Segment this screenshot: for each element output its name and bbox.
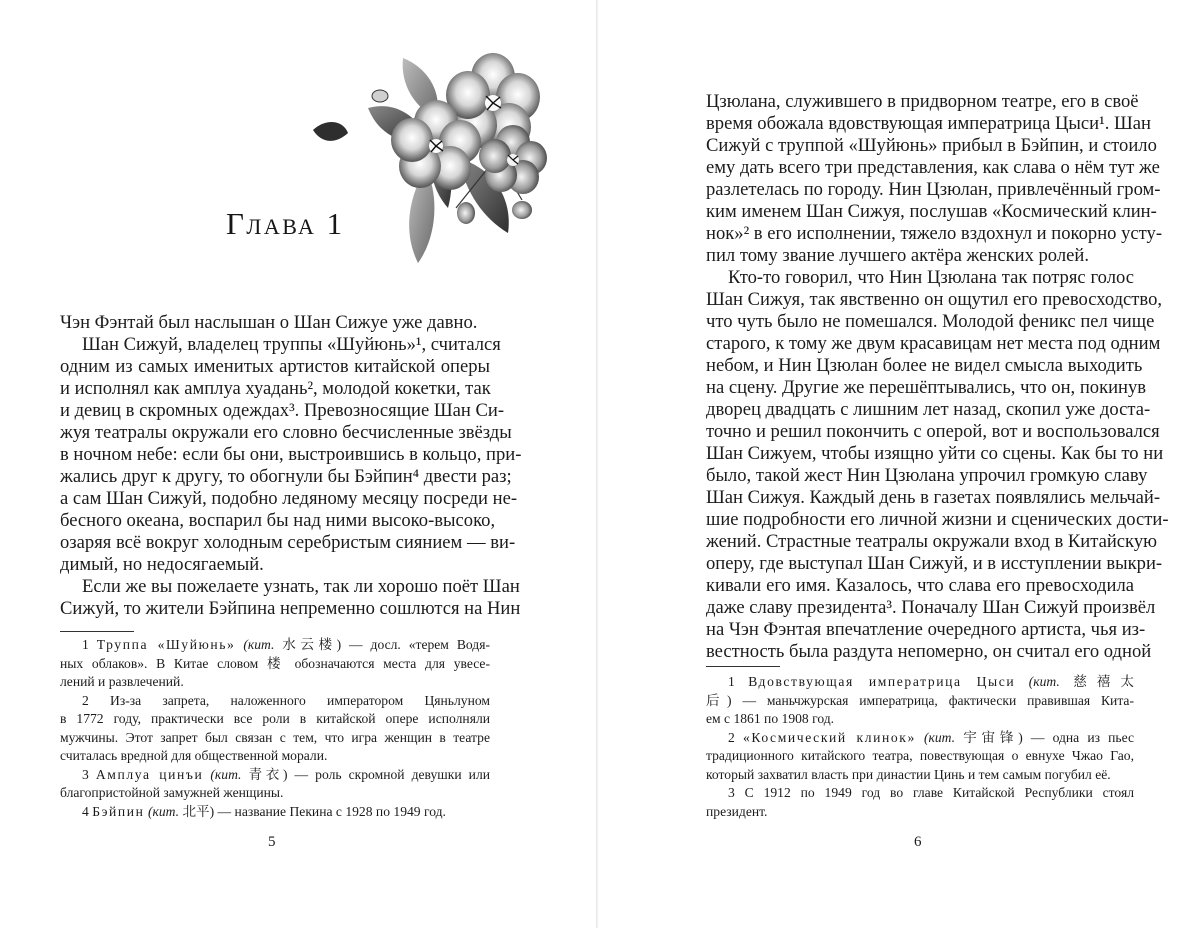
footnote-text: который захватил власть при династии Цинь и тем самым погубил её. (706, 766, 1111, 782)
footnote (706, 673, 1134, 729)
footnote-abbr: (кит. (1028, 674, 1060, 689)
footnote-text: ) — название Пекина с 1928 по 1949 год. (209, 803, 446, 819)
text-line: Сижуй с труппой «Шуйюнь» прибыл в Бэйпин, и стоило (706, 135, 1157, 156)
footnote-hanzi: 慈禧太 (1073, 674, 1134, 689)
footnote-hanzi: 水云楼 (282, 637, 337, 652)
text-line: точно и решил покончить с оперой, вот и воспользовался (706, 421, 1160, 442)
footnote-text: в 1772 году, практически все роли в китайской опере исполняли (60, 711, 490, 726)
footnote-marker: 1 (728, 674, 735, 689)
footnote-marker: 4 (82, 803, 89, 819)
footnote (706, 784, 1134, 821)
footnote-text: считалась вредной для общественной морали. (60, 748, 328, 763)
footnote-text: Из-за запрета, наложенного императором Цяньлуном (110, 692, 490, 708)
footnote-marker: 3 (728, 785, 735, 800)
text-line: ким именем Шан Сижуя, послушав «Космический клин- (706, 201, 1157, 222)
text-line: Шан Сижуя. Каждый день в газетах появлялись мельчай- (706, 487, 1161, 508)
text-line: время обожала вдовствующая императрица Цыси¹. Шан (706, 113, 1151, 134)
page-number: 6 (914, 834, 922, 850)
footnote-text: лений и развлечений. (60, 674, 184, 689)
footnote-abbr: (кит. (923, 729, 956, 745)
footnote-term: Труппа «Шуйюнь» (96, 637, 236, 652)
footnote-text: ных облаков». В Китае словом 楼 обозначаются места для увесе- (60, 655, 490, 671)
text-line: небом, и Нин Цзюлан более не видел смысла выходить (706, 355, 1143, 376)
footnote-text: ем с 1861 по 1908 год. (706, 711, 835, 726)
footnote-marker: 3 (82, 766, 89, 782)
footnote (706, 729, 1134, 785)
text-line: озаряя всё вокруг холодным серебристым сиянием — ви- (60, 532, 516, 553)
text-line: Шан Сижуя, так явственно он ощутил его превосходство, (706, 289, 1163, 310)
page-number: 5 (268, 834, 276, 850)
footnote-hanzi: 青衣 (248, 766, 283, 782)
right-body-text (706, 91, 1169, 663)
footnote-text: ) — досл. «терем Водя- (336, 637, 490, 652)
text-line: нок»² в его исполнении, тяжело вздохнул и покорно усту- (706, 223, 1163, 244)
footnote-text: ) — одна из пьес (1018, 729, 1134, 745)
text-line: дворец двадцать с лишним лет назад, скопил уже доста- (706, 399, 1151, 420)
footnote-term: «Космический клинок» (742, 729, 916, 745)
footnote-hanzi: 宇宙锋 (963, 729, 1019, 745)
footnote-marker: 2 (728, 729, 735, 745)
right-footnotes (706, 673, 1134, 821)
text-line: жуя театралы окружали его словно бесчисленные звёзды (60, 422, 512, 443)
text-line: а сам Шан Сижуй, подобно ледяному месяцу посреди не- (60, 488, 518, 509)
text-line: на сцену. Другие же перешёптывались, что он, покинув (706, 377, 1147, 398)
footnote-term: Амплуа цинъи (95, 766, 204, 782)
paragraph (706, 267, 1169, 663)
text-line: одним из самых именитых артистов китайской оперы (60, 356, 490, 377)
text-line: Кто-то говорил, что Нин Цзюлана так потряс голос (728, 267, 1134, 288)
text-line: даже славу президента³. Поначалу Шан Сижуй произвёл (706, 597, 1156, 618)
text-line: ему дать всего три представления, как слава о нём тут же (706, 157, 1160, 178)
footnote-term: Бэйпин (92, 803, 145, 819)
text-line: шие подробности его личной жизни и сценических дости- (706, 509, 1169, 530)
footnote-text: С 1912 по 1949 год во главе Китайской Республики стоял (744, 785, 1134, 800)
text-line: Шан Сижуем, чтобы изящно уйти со сцены. Как бы то ни (706, 443, 1164, 464)
text-line: Сижуй, то жители Бэйпина непременно сошлются на Нин (60, 598, 521, 619)
text-line: жались друг к другу, то обогнули бы Бэйпин⁴ двести раз; (60, 466, 512, 487)
footnote-text: 后) — маньчжурская императрица, фактически правившая Кита- (706, 692, 1134, 708)
text-line: Шан Сижуй, владелец труппы «Шуйюнь»¹, считался (82, 334, 501, 355)
text-line: вестность была раздута непомерно, он считал его одной (706, 641, 1152, 662)
chapter-title: Глава 1 (226, 206, 345, 241)
footnote-abbr: (кит. (210, 766, 242, 782)
text-line: Цзюлана, служившего в придворном театре, его в своё (706, 91, 1139, 112)
text-line: оперу, где выступал Шан Сижуй, и в исступлении выкри- (706, 553, 1163, 574)
footnote-hanzi: 北平 (182, 803, 210, 819)
footnote-abbr: (кит. (147, 803, 180, 819)
footnote-marker: 2 (82, 692, 89, 708)
footnote-text: ) — роль скромной девушки или (282, 766, 490, 782)
text-line: что чуть было не помешался. Молодой феникс пел чище (706, 311, 1155, 332)
footnote-separator (706, 666, 780, 667)
text-line: пил тому звание лучшего актёра женских ролей. (706, 245, 1089, 266)
footnote-text: мужчины. Этот запрет был связан с тем, что игра женщин в театре (60, 729, 490, 745)
text-line: Если же вы пожелаете узнать, так ли хорошо поёт Шан (82, 576, 520, 597)
text-line: в ночном небе: если бы они, выстроившись в кольцо, при- (60, 444, 522, 465)
text-line: было, такой жест Нин Цзюлана упрочил громкую славу (706, 465, 1148, 486)
text-line: бесного океана, воспарил бы над ними высоко-высоко, (60, 510, 496, 531)
text-line: Чэн Фэнтай был наслышан о Шан Сижуе уже давно. (60, 312, 478, 333)
text-line: жений. Страстные театралы окружали вход в Китайскую (706, 531, 1158, 552)
footnote-abbr: (кит. (243, 637, 275, 652)
footnote-term: Вдовствующая императрица Цыси (748, 674, 1016, 689)
text-line: разлетелась по городу. Нин Цзюлан, привлечённый гром- (706, 179, 1161, 200)
text-line: димый, но недосягаемый. (60, 554, 264, 575)
text-line: кивали его имя. Казалось, что слава его превосходила (706, 575, 1134, 596)
text-line: старого, к тому же двум красавицам нет места под одним (706, 333, 1161, 354)
paragraph (706, 91, 1163, 267)
footnote-marker: 1 (82, 637, 89, 652)
footnote-text: президент. (706, 803, 768, 819)
footnote-text: традиционного китайского театра, повествующая о евнухе Чжао Гао, (706, 748, 1134, 763)
text-line: на Чэн Фэнтая впечатление очередного артиста, чья из- (706, 619, 1146, 640)
text-line: и исполнял как амплуа хуадань², молодой кокетки, так (60, 378, 491, 399)
footnote-text: благопристойной замужней женщины. (60, 785, 284, 800)
text-line: и девиц в скромных одеждах³. Превозносящие Шан Си- (60, 400, 505, 421)
